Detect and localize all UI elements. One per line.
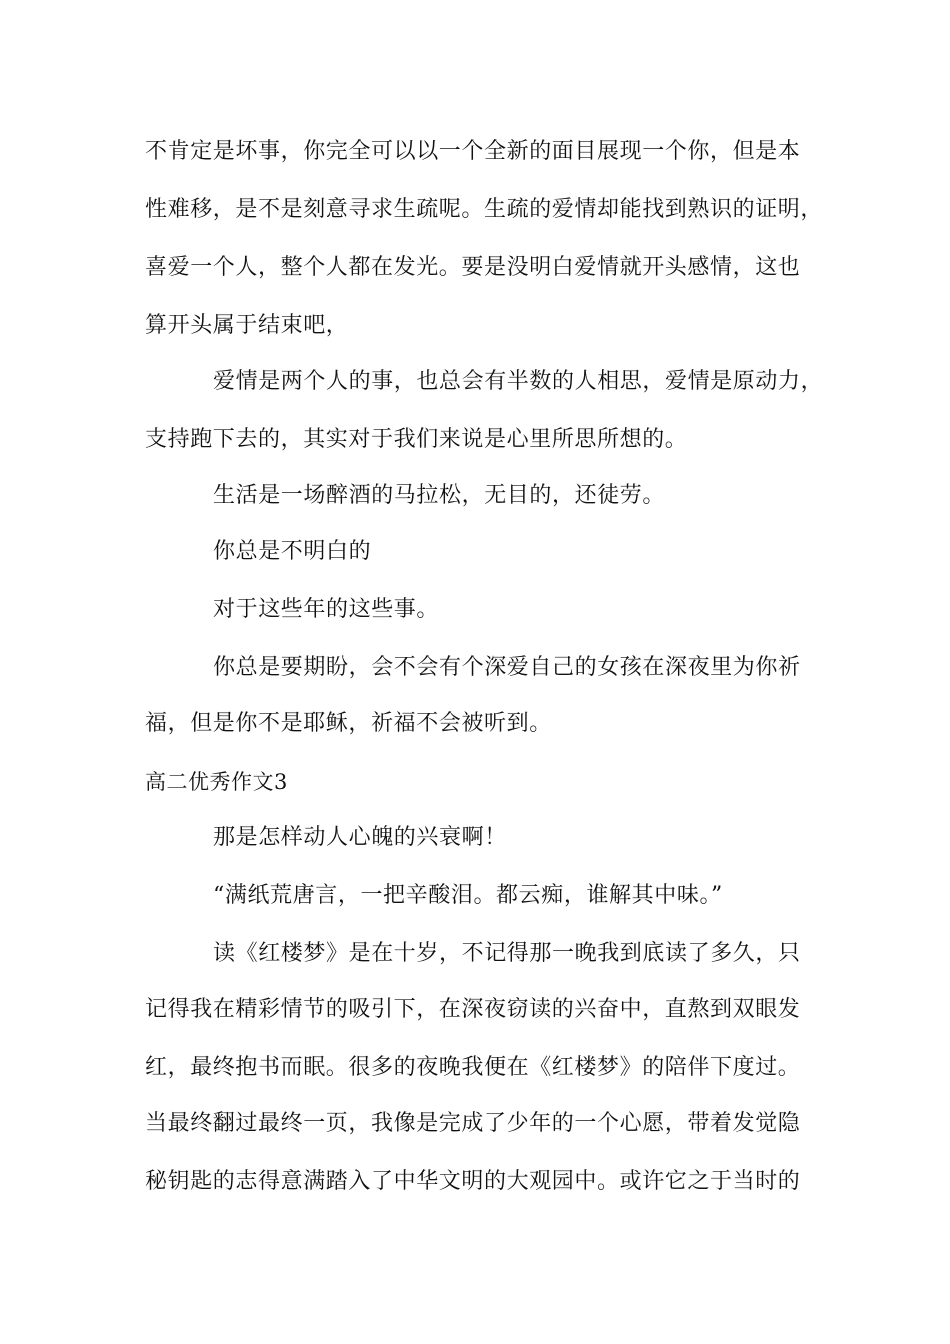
text-line-9: 对于这些年的这些事。 bbox=[213, 597, 440, 622]
text-line-3: 喜爱一个人，整个人都在发光。要是没明白爱情就开头感情，这也 bbox=[145, 255, 801, 280]
text-line-10: 你总是要期盼，会不会有个深爱自己的女孩在深夜里为你祈 bbox=[213, 655, 801, 680]
text-line-4: 算开头属于结束吧， bbox=[145, 313, 349, 338]
text-line-17: 红，最终抱书而眠。很多的夜晚我便在《红楼梦》的陪伴下度过。 bbox=[145, 1055, 801, 1080]
text-line-1: 不肯定是坏事，你完全可以以一个全新的面目展现一个你，但是本 bbox=[145, 139, 801, 164]
text-line-19: 秘钥匙的志得意满踏入了中华文明的大观园中。或许它之于当时的 bbox=[145, 1169, 801, 1194]
text-line-5: 爱情是两个人的事，也总会有半数的人相思，爱情是原动力， bbox=[213, 369, 824, 394]
section-heading: 高二优秀作文3 bbox=[145, 770, 288, 794]
text-line-2: 性难移，是不是刻意寻求生疏呢。生疏的爱情却能找到熟识的证明， bbox=[145, 197, 824, 222]
text-line-7: 生活是一场醉酒的马拉松，无目的，还徒劳。 bbox=[213, 483, 666, 508]
text-line-11: 福，但是你不是耶稣，祈福不会被听到。 bbox=[145, 711, 552, 736]
text-line-6: 支持跑下去的，其实对于我们来说是心里所思所想的。 bbox=[145, 427, 688, 452]
text-line-13: 那是怎样动人心魄的兴衰啊！ bbox=[213, 825, 507, 850]
quote-line: “满纸荒唐言，一把辛酸泪。都云痴，谁解其中味。” bbox=[213, 883, 723, 908]
text-line-8: 你总是不明白的 bbox=[213, 539, 372, 564]
text-line-18: 当最终翻过最终一页，我像是完成了少年的一个心愿，带着发觉隐 bbox=[145, 1111, 801, 1136]
text-line-15: 读《红楼梦》是在十岁，不记得那一晚我到底读了多久，只 bbox=[213, 941, 801, 966]
text-line-16: 记得我在精彩情节的吸引下，在深夜窃读的兴奋中，直熬到双眼发 bbox=[145, 997, 801, 1022]
